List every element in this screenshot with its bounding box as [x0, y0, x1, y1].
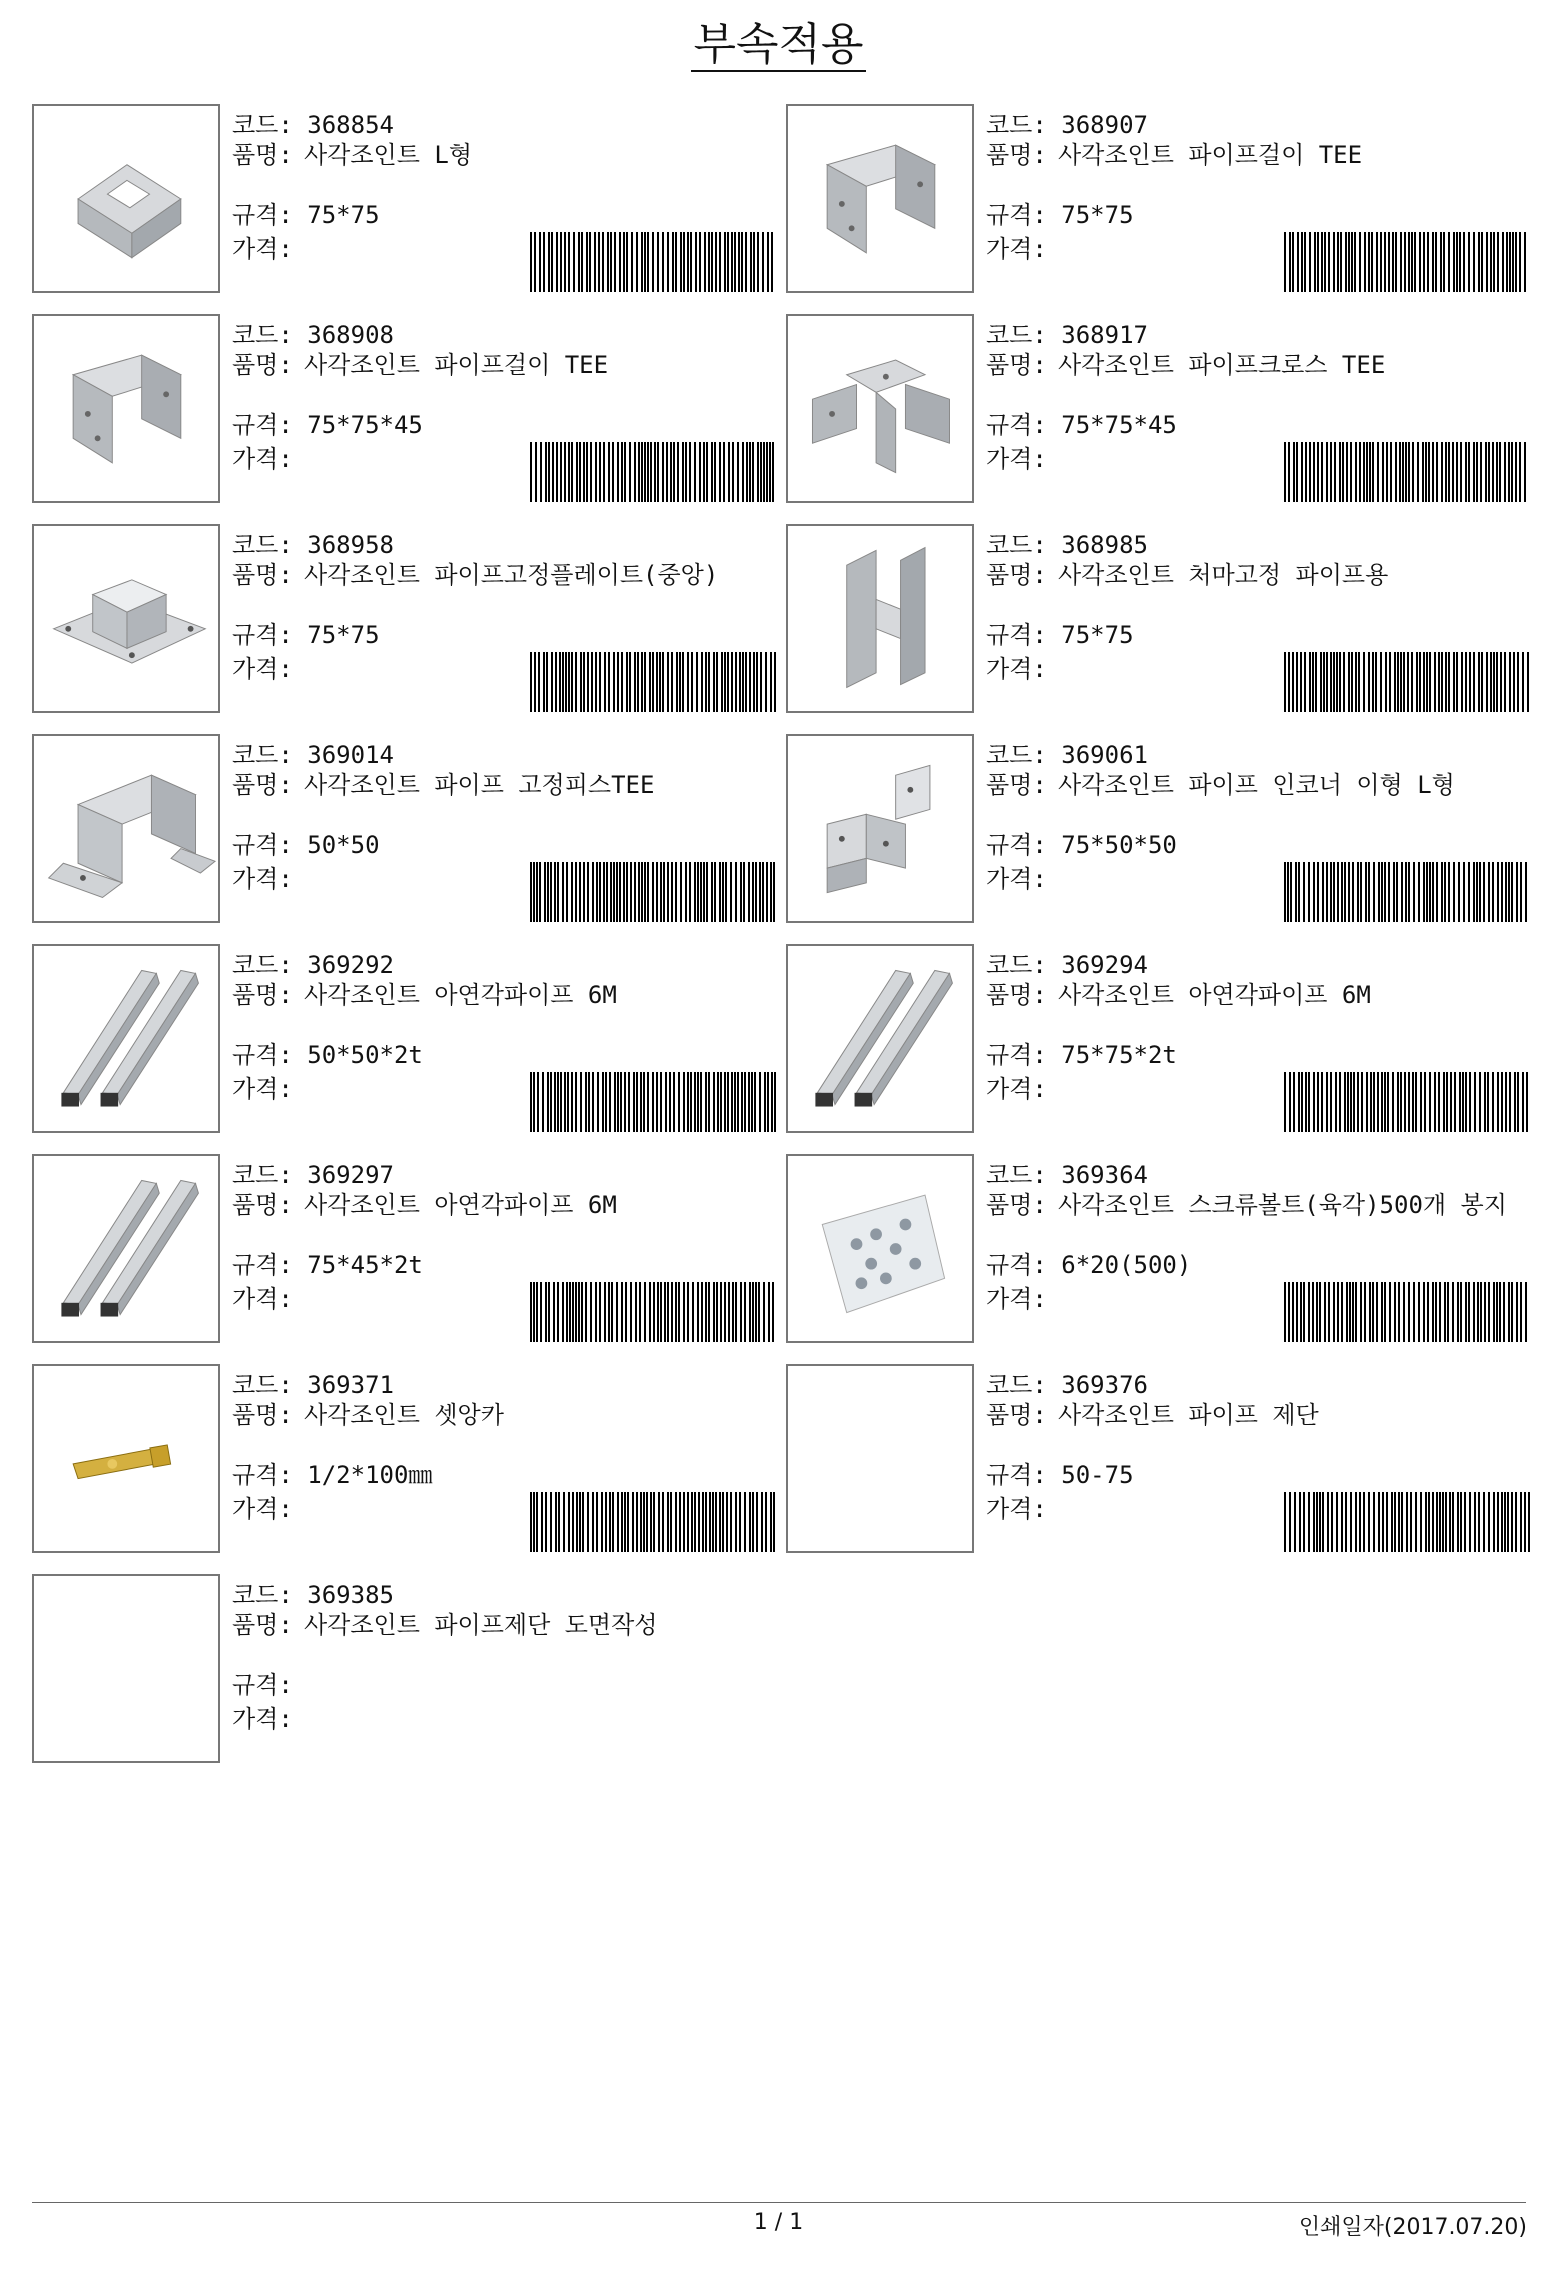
code-row	[986, 110, 1148, 140]
price-row	[232, 654, 293, 684]
spec-label: 규격:	[986, 1251, 1047, 1279]
spec-row	[232, 1670, 293, 1700]
code-value: 368917	[1061, 321, 1148, 349]
product-item	[32, 104, 772, 298]
product-image	[32, 1154, 220, 1343]
code-label: 코드:	[232, 951, 293, 979]
name-value: 사각조인트 아연각파이프 6M	[304, 981, 617, 1009]
anchor-bolt-icon	[34, 1366, 218, 1551]
spec-label: 규격:	[986, 831, 1047, 859]
product-image	[32, 1574, 220, 1763]
code-row	[232, 1370, 394, 1400]
product-item	[32, 1364, 772, 1558]
price-row	[232, 1074, 293, 1104]
name-value: 사각조인트 스크류볼트(육각)500개 봉지	[1058, 1191, 1507, 1219]
price-row	[986, 1284, 1047, 1314]
product-image	[32, 104, 220, 293]
price-row	[986, 864, 1047, 894]
product-image	[786, 104, 974, 293]
product-item	[786, 314, 1526, 508]
price-row	[986, 444, 1047, 474]
barcode	[1284, 862, 1534, 922]
spec-row	[232, 1250, 423, 1280]
product-item	[786, 524, 1526, 718]
code-value: 369376	[1061, 1371, 1148, 1399]
spec-row	[232, 410, 423, 440]
name-label: 품명:	[232, 981, 293, 1009]
name-label: 품명:	[232, 1611, 293, 1639]
spec-label: 규격:	[986, 621, 1047, 649]
price-row	[232, 234, 293, 264]
name-value: 사각조인트 파이프크로스 TEE	[1058, 351, 1386, 379]
price-row	[986, 1494, 1047, 1524]
spec-value: 50*50*2t	[307, 1041, 423, 1069]
barcode	[1284, 442, 1534, 502]
code-row	[232, 110, 394, 140]
pipe-hanger-tee-icon	[34, 316, 218, 501]
spec-value: 75*75	[1061, 201, 1134, 229]
product-image	[32, 314, 220, 503]
product-image	[32, 1364, 220, 1553]
spec-row	[986, 410, 1177, 440]
spec-value: 75*75*2t	[1061, 1041, 1177, 1069]
spec-label: 규격:	[232, 411, 293, 439]
product-item	[786, 944, 1526, 1138]
l-joint-icon	[34, 106, 218, 291]
pipe-cross-tee-icon	[788, 316, 972, 501]
price-label: 가격:	[986, 235, 1047, 263]
product-image	[786, 1364, 974, 1553]
spec-label: 규격:	[232, 1461, 293, 1489]
code-value: 368907	[1061, 111, 1148, 139]
price-label: 가격:	[232, 865, 293, 893]
print-date: 인쇄일자(2017.07.20)	[1298, 2215, 1527, 2240]
name-label: 품명:	[232, 141, 293, 169]
code-row	[986, 320, 1148, 350]
price-row	[232, 1284, 293, 1314]
barcode	[530, 652, 780, 712]
code-label: 코드:	[986, 111, 1047, 139]
spec-value: 75*75	[307, 621, 380, 649]
code-value: 369371	[307, 1371, 394, 1399]
price-row	[986, 234, 1047, 264]
code-label: 코드:	[232, 741, 293, 769]
code-label: 코드:	[232, 1371, 293, 1399]
code-row	[986, 1160, 1148, 1190]
blank-image-icon	[34, 1576, 218, 1761]
product-image	[32, 524, 220, 713]
spec-row	[232, 1040, 423, 1070]
price-label: 가격:	[232, 655, 293, 683]
spec-row	[986, 1460, 1134, 1490]
name-value: 사각조인트 파이프고정플레이트(중앙)	[304, 561, 719, 589]
product-image	[32, 944, 220, 1133]
product-image	[786, 524, 974, 713]
product-item	[32, 524, 772, 718]
barcode	[1284, 1492, 1534, 1552]
price-label: 가격:	[986, 1285, 1047, 1313]
code-value: 369061	[1061, 741, 1148, 769]
spec-label: 규격:	[986, 1041, 1047, 1069]
barcode	[1284, 1282, 1534, 1342]
spec-label: 규격:	[986, 1461, 1047, 1489]
product-item	[32, 314, 772, 508]
inner-corner-icon	[788, 736, 972, 921]
product-image	[786, 1154, 974, 1343]
square-pipe-icon	[788, 946, 972, 1131]
spec-value: 75*75*45	[307, 411, 423, 439]
product-image	[786, 314, 974, 503]
name-label: 품명:	[986, 771, 1047, 799]
code-label: 코드:	[986, 531, 1047, 559]
code-label: 코드:	[986, 321, 1047, 349]
spec-row	[986, 1250, 1191, 1280]
product-image	[786, 944, 974, 1133]
name-label: 품명:	[986, 981, 1047, 1009]
code-label: 코드:	[232, 321, 293, 349]
barcode	[530, 1492, 780, 1552]
spec-label: 규격:	[232, 1671, 293, 1699]
product-item	[786, 1154, 1526, 1348]
code-value: 368958	[307, 531, 394, 559]
price-row	[232, 1704, 293, 1734]
name-value: 사각조인트 셋앙카	[304, 1401, 504, 1429]
name-label: 품명:	[986, 141, 1047, 169]
price-row	[232, 1494, 293, 1524]
spec-row	[232, 200, 380, 230]
price-label: 가격:	[232, 1495, 293, 1523]
spec-value: 75*50*50	[1061, 831, 1177, 859]
spec-value: 6*20(500)	[1061, 1251, 1192, 1279]
barcode	[530, 862, 780, 922]
name-value: 사각조인트 파이프 제단	[1058, 1401, 1319, 1429]
fixing-plate-icon	[34, 526, 218, 711]
spec-label: 규격:	[986, 411, 1047, 439]
price-label: 가격:	[986, 655, 1047, 683]
screw-bag-icon	[788, 1156, 972, 1341]
spec-label: 규격:	[986, 201, 1047, 229]
page-title: 부속적용	[693, 19, 864, 70]
product-image	[32, 734, 220, 923]
code-value: 369297	[307, 1161, 394, 1189]
name-label: 품명:	[986, 351, 1047, 379]
barcode	[1284, 232, 1534, 292]
price-row	[232, 444, 293, 474]
name-value: 사각조인트 파이프제단 도면작성	[304, 1611, 658, 1639]
product-item	[32, 1574, 772, 1768]
price-row	[232, 864, 293, 894]
code-label: 코드:	[232, 1581, 293, 1609]
price-label: 가격:	[232, 235, 293, 263]
price-label: 가격:	[232, 1705, 293, 1733]
code-row	[986, 530, 1148, 560]
spec-value: 75*75	[307, 201, 380, 229]
name-value: 사각조인트 처마고정 파이프용	[1058, 561, 1389, 589]
product-item	[786, 104, 1526, 298]
product-item	[32, 944, 772, 1138]
price-label: 가격:	[232, 1285, 293, 1313]
spec-label: 규격:	[232, 831, 293, 859]
code-row	[986, 1370, 1148, 1400]
code-value: 368908	[307, 321, 394, 349]
name-value: 사각조인트 L형	[304, 141, 473, 169]
spec-label: 규격:	[232, 201, 293, 229]
product-item	[786, 734, 1526, 928]
code-row	[232, 1160, 394, 1190]
spec-row	[986, 200, 1134, 230]
blank-image-icon	[788, 1366, 972, 1551]
product-item	[32, 734, 772, 928]
spec-row	[986, 620, 1134, 650]
name-label: 품명:	[986, 561, 1047, 589]
name-label: 품명:	[986, 1191, 1047, 1219]
code-row	[232, 320, 394, 350]
pipe-hanger-tee-icon	[788, 106, 972, 291]
name-label: 품명:	[232, 1191, 293, 1219]
square-pipe-icon	[34, 946, 218, 1131]
spec-row	[232, 830, 380, 860]
code-label: 코드:	[232, 111, 293, 139]
code-value: 369385	[307, 1581, 394, 1609]
page-number: 1 / 1	[753, 2210, 804, 2235]
product-image	[786, 734, 974, 923]
code-value: 368985	[1061, 531, 1148, 559]
spec-row	[986, 830, 1177, 860]
barcode	[530, 442, 780, 502]
code-value: 368854	[307, 111, 394, 139]
name-label: 품명:	[986, 1401, 1047, 1429]
code-row	[986, 740, 1148, 770]
code-label: 코드:	[986, 1161, 1047, 1189]
spec-value: 75*75*45	[1061, 411, 1177, 439]
barcode	[530, 1072, 780, 1132]
spec-row	[232, 1460, 432, 1490]
name-value: 사각조인트 아연각파이프 6M	[304, 1191, 617, 1219]
name-value: 사각조인트 파이프걸이 TEE	[1058, 141, 1363, 169]
code-row	[232, 950, 394, 980]
spec-row	[986, 1040, 1177, 1070]
price-label: 가격:	[986, 865, 1047, 893]
code-value: 369364	[1061, 1161, 1148, 1189]
code-label: 코드:	[232, 1161, 293, 1189]
barcode	[1284, 652, 1534, 712]
code-row	[232, 740, 394, 770]
spec-value: 50*50	[307, 831, 380, 859]
spec-label: 규격:	[232, 1251, 293, 1279]
price-label: 가격:	[986, 1075, 1047, 1103]
spec-value: 50-75	[1061, 1461, 1134, 1489]
code-label: 코드:	[986, 741, 1047, 769]
name-label: 품명:	[232, 351, 293, 379]
price-label: 가격:	[232, 445, 293, 473]
name-label: 품명:	[232, 771, 293, 799]
price-label: 가격:	[986, 1495, 1047, 1523]
name-value: 사각조인트 파이프걸이 TEE	[304, 351, 609, 379]
code-label: 코드:	[232, 531, 293, 559]
product-item	[786, 1364, 1526, 1558]
spec-label: 규격:	[232, 621, 293, 649]
spec-value: 1/2*100㎜	[307, 1461, 433, 1489]
code-row	[986, 950, 1148, 980]
spec-value: 75*45*2t	[307, 1251, 423, 1279]
name-value: 사각조인트 파이프 고정피스TEE	[304, 771, 655, 799]
code-label: 코드:	[986, 1371, 1047, 1399]
code-value: 369292	[307, 951, 394, 979]
spec-label: 규격:	[232, 1041, 293, 1069]
name-value: 사각조인트 파이프 인코너 이형 L형	[1058, 771, 1455, 799]
price-row	[986, 654, 1047, 684]
product-item	[32, 1154, 772, 1348]
eaves-bracket-icon	[788, 526, 972, 711]
barcode	[1284, 1072, 1534, 1132]
code-row	[232, 1580, 394, 1610]
square-pipe-icon	[34, 1156, 218, 1341]
name-value: 사각조인트 아연각파이프 6M	[1058, 981, 1371, 1009]
code-row	[232, 530, 394, 560]
code-value: 369294	[1061, 951, 1148, 979]
spec-row	[232, 620, 380, 650]
code-value: 369014	[307, 741, 394, 769]
price-row	[986, 1074, 1047, 1104]
barcode	[530, 232, 780, 292]
price-label: 가격:	[232, 1075, 293, 1103]
barcode	[530, 1282, 780, 1342]
code-label: 코드:	[986, 951, 1047, 979]
name-label: 품명:	[232, 1401, 293, 1429]
fixing-piece-tee-icon	[34, 736, 218, 921]
price-label: 가격:	[986, 445, 1047, 473]
name-label: 품명:	[232, 561, 293, 589]
footer-divider	[32, 2202, 1526, 2203]
spec-value: 75*75	[1061, 621, 1134, 649]
